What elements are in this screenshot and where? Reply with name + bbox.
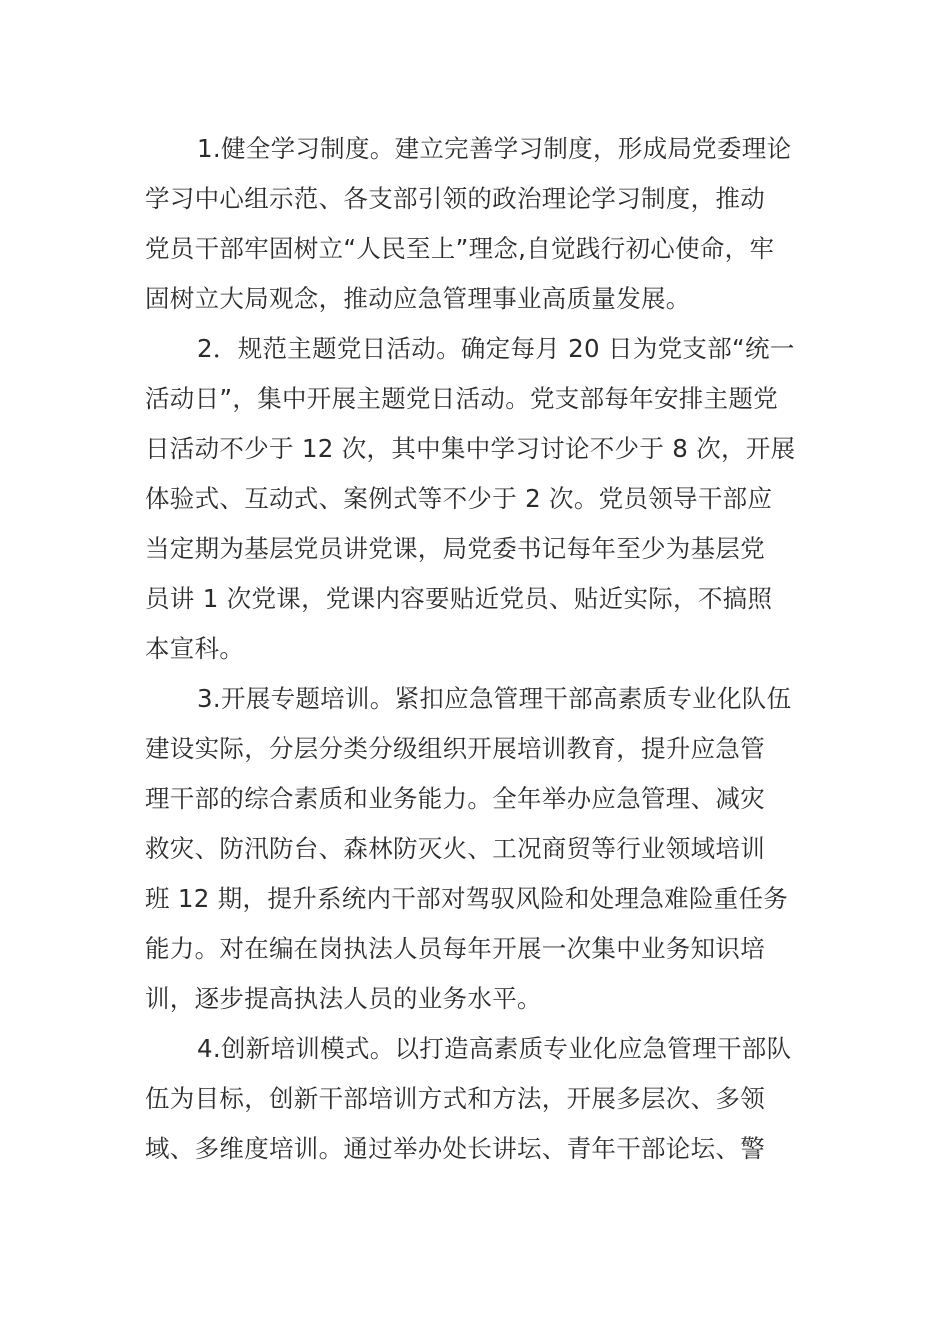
paragraph-line: 固树立大局观念，推动应急管理事业高质量发展。 <box>145 284 691 313</box>
paragraph-4 <box>145 1024 810 1174</box>
paragraph-line: 理干部的综合素质和业务能力。全年举办应急管理、减灾 <box>145 784 765 813</box>
paragraph-line: 体验式、互动式、案例式等不少于 2 次。党员领导干部应 <box>145 484 773 513</box>
paragraph-line: 能力。对在编在岗执法人员每年开展一次集中业务知识培 <box>145 934 765 963</box>
paragraph-line: 救灾、防汛防台、森林防灭火、工况商贸等行业领域培训 <box>145 834 765 863</box>
paragraph-line: 员讲 1 次党课，党课内容要贴近党员、贴近实际，不搞照 <box>145 584 773 613</box>
paragraph-2 <box>145 324 810 674</box>
paragraph-line: 活动日”，集中开展主题党日活动。党支部每年安排主题党 <box>145 384 778 413</box>
paragraph-line: 学习中心组示范、各支部引领的政治理论学习制度，推动 <box>145 184 765 213</box>
document-body <box>145 124 810 1174</box>
paragraph-3 <box>145 674 810 1024</box>
paragraph-line: 训，逐步提高执法人员的业务水平。 <box>145 984 542 1013</box>
paragraph-line: 本宣科。 <box>145 634 245 663</box>
paragraph-line: 3.开展专题培训。紧扣应急管理干部高素质专业化队伍 <box>197 684 792 713</box>
paragraph-line: 当定期为基层党员讲党课，局党委书记每年至少为基层党 <box>145 534 765 563</box>
paragraph-line: 班 12 期，提升系统内干部对驾驭风险和处理急难险重任务 <box>145 884 789 913</box>
paragraph-1 <box>145 124 810 324</box>
paragraph-line: 域、多维度培训。通过举办处长讲坛、青年干部论坛、警 <box>145 1134 765 1163</box>
paragraph-line: 党员干部牢固树立“人民至上”理念,自觉践行初心使命，牢 <box>145 234 775 263</box>
paragraph-line: 4.创新培训模式。以打造高素质专业化应急管理干部队 <box>197 1034 792 1063</box>
paragraph-line: 伍为目标，创新干部培训方式和方法，开展多层次、多领 <box>145 1084 765 1113</box>
paragraph-line: 日活动不少于 12 次，其中集中学习讨论不少于 8 次，开展 <box>145 434 796 463</box>
paragraph-line: 建设实际，分层分类分级组织开展培训教育，提升应急管 <box>145 734 765 763</box>
paragraph-line: 1.健全学习制度。建立完善学习制度，形成局党委理论 <box>197 134 792 163</box>
paragraph-line: 2．规范主题党日活动。确定每月 20 日为党支部“统一 <box>197 334 795 363</box>
